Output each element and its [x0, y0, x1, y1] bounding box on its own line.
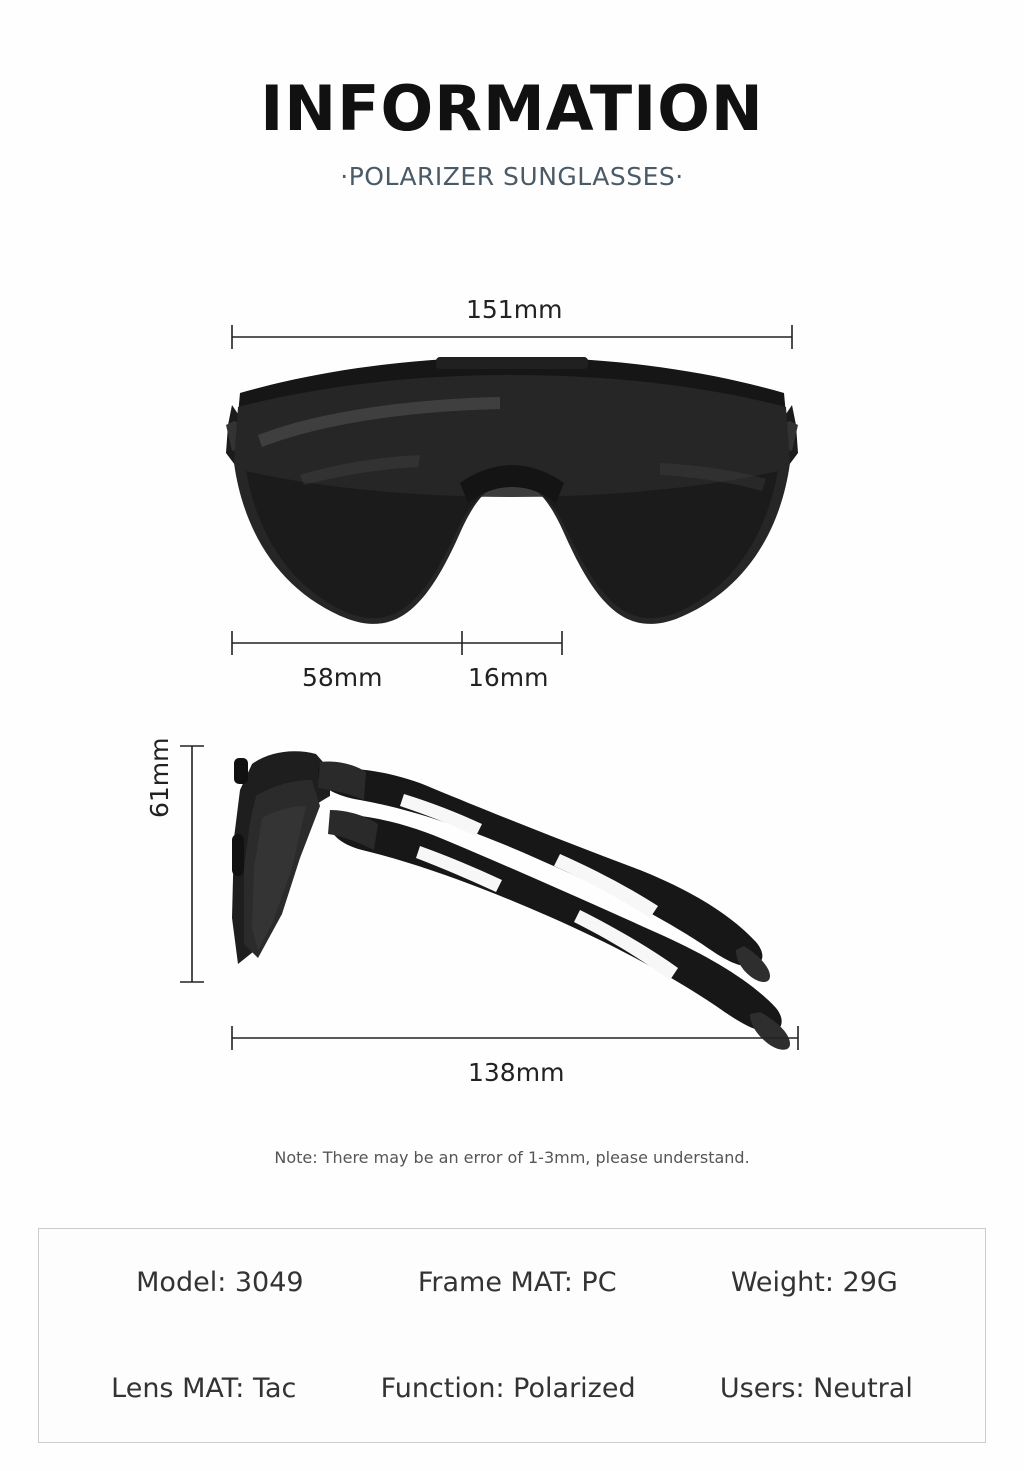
spec-weight: Weight: 29G	[730, 1266, 898, 1298]
side-temple-length-label: 138mm	[468, 1058, 565, 1087]
page-title: INFORMATION	[260, 72, 764, 145]
front-bridge-label: 16mm	[468, 663, 549, 692]
side-length-dimension-line	[232, 1026, 798, 1050]
front-view-drawing	[0, 275, 1024, 695]
sunglasses-front-illustration	[226, 357, 798, 624]
side-height-dimension-line	[180, 746, 204, 982]
spec-users: Users: Neutral	[719, 1373, 913, 1405]
side-view-figure	[0, 718, 1024, 1118]
front-view-figure	[0, 275, 1024, 695]
spec-row-1	[69, 1229, 955, 1336]
sunglasses-side-illustration	[232, 751, 790, 1050]
spec-lens-material: Lens MAT: Tac	[111, 1373, 297, 1405]
front-width-dimension-line	[232, 325, 792, 349]
spec-function: Function: Polarized	[380, 1373, 636, 1405]
page-subtitle: ·POLARIZER SUNGLASSES·	[340, 162, 684, 191]
front-bottom-dimension-lines	[232, 631, 562, 655]
front-lens-width-label: 58mm	[302, 663, 383, 692]
measurement-note: Note: There may be an error of 1-3mm, please understand.	[274, 1148, 750, 1167]
spec-frame-material: Frame MAT: PC	[417, 1266, 617, 1298]
spec-model: Model: 3049	[136, 1266, 304, 1298]
spec-row-2	[69, 1336, 955, 1443]
front-width-label: 151mm	[466, 295, 563, 324]
side-height-label: 61mm	[145, 737, 174, 818]
spec-box	[38, 1228, 986, 1443]
